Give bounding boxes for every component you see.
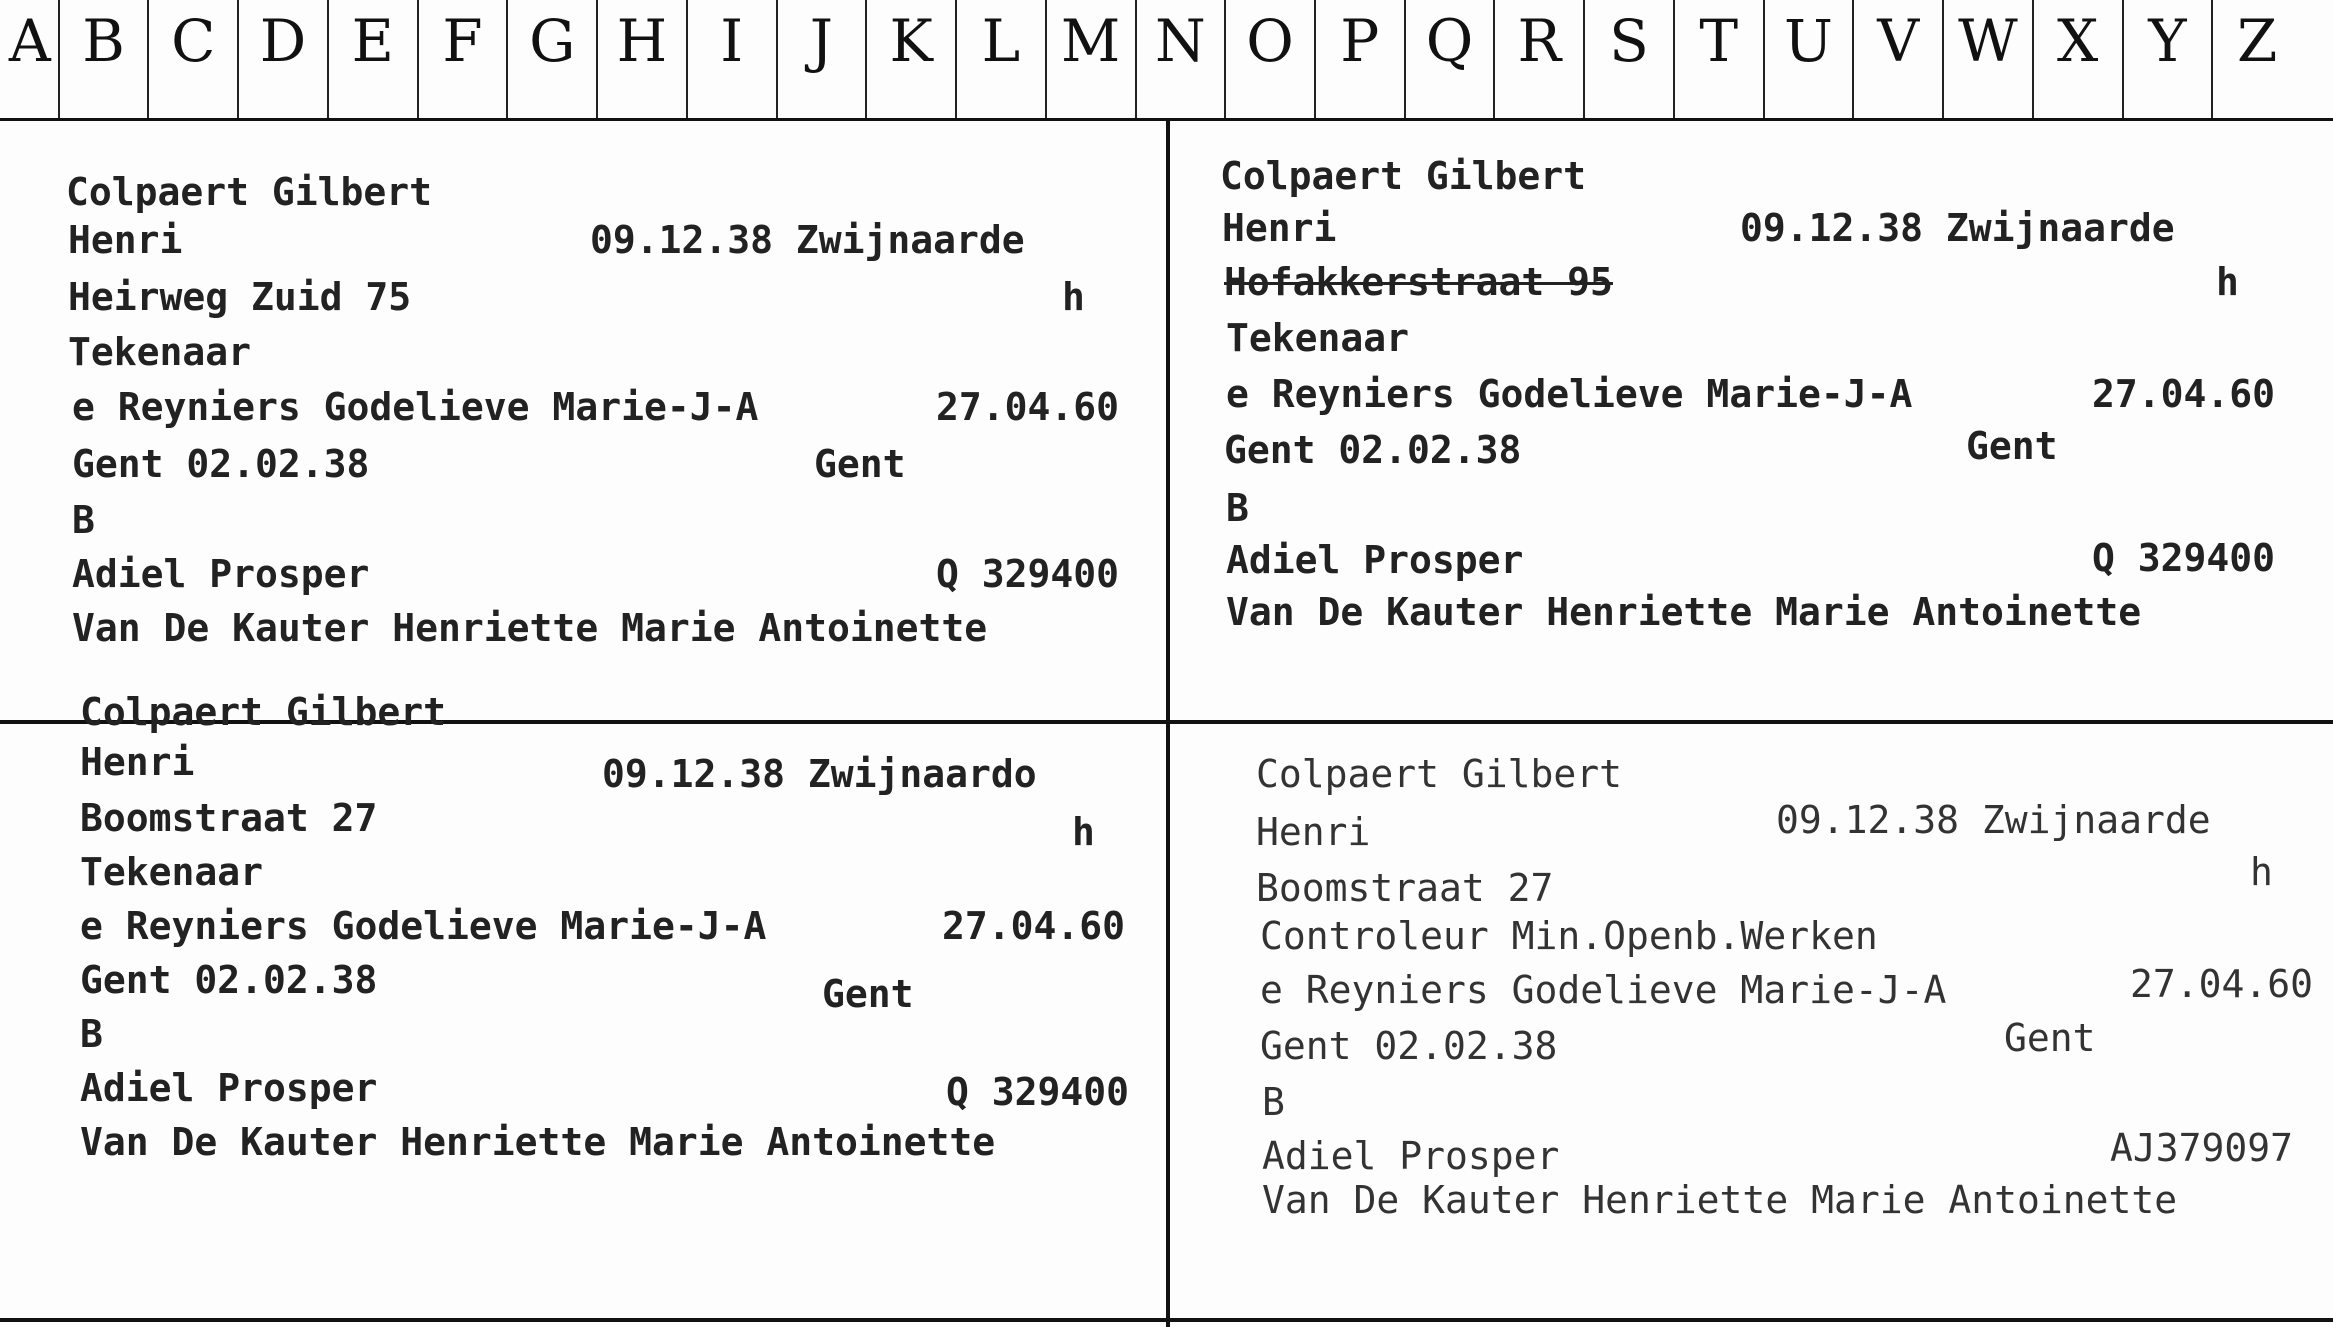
card-address: Heirweg Zuid 75 bbox=[68, 275, 412, 319]
alpha-letter: U bbox=[1784, 7, 1833, 75]
record-card-1 bbox=[0, 120, 1164, 718]
card-address-struck: Hofakkerstraat 95 bbox=[1224, 260, 1613, 304]
alpha-tab-n bbox=[1135, 0, 1225, 118]
alpha-letter: Y bbox=[2148, 7, 2187, 75]
alpha-tab-c bbox=[147, 0, 237, 118]
card-address: Boomstraat 27 bbox=[80, 796, 378, 840]
card-spouse-birth: Gent 02.02.38 bbox=[1224, 428, 1522, 472]
alpha-letter: R bbox=[1517, 7, 1562, 75]
card-code: B bbox=[1262, 1080, 1285, 1124]
card-marriage-place: Gent bbox=[814, 442, 906, 486]
card-spouse-birth: Gent 02.02.38 bbox=[1260, 1024, 1558, 1068]
card-number: Q 329400 bbox=[936, 552, 1120, 596]
card-spouse: e Reyniers Godelieve Marie-J-A bbox=[1226, 372, 1913, 416]
record-card-3 bbox=[0, 686, 1164, 1316]
alpha-tab-u bbox=[1763, 0, 1853, 118]
alpha-tab-g bbox=[506, 0, 596, 118]
card-marriage-date: 27.04.60 bbox=[2130, 962, 2314, 1006]
card-mother: Van De Kauter Henriette Marie Antoinette bbox=[80, 1120, 996, 1164]
alpha-letter: B bbox=[82, 7, 125, 75]
card-code: B bbox=[80, 1012, 103, 1056]
card-second-name: Henri bbox=[68, 218, 183, 262]
alpha-letter: Z bbox=[2236, 7, 2278, 75]
alpha-letter: P bbox=[1340, 7, 1380, 75]
card-mother: Van De Kauter Henriette Marie Antoinette bbox=[1226, 590, 2142, 634]
card-name: Colpaert Gilbert bbox=[1256, 752, 1623, 796]
alpha-letter: M bbox=[1060, 7, 1121, 75]
card-spouse: e Reyniers Godelieve Marie-J-A bbox=[80, 904, 767, 948]
alpha-letter: H bbox=[616, 7, 668, 75]
alpha-letter: O bbox=[1246, 7, 1294, 75]
alpha-tab-r bbox=[1493, 0, 1583, 118]
alpha-letter: F bbox=[442, 7, 483, 75]
alpha-letter: W bbox=[1958, 7, 2018, 75]
alpha-letter: J bbox=[809, 7, 834, 75]
alpha-tab-j bbox=[776, 0, 866, 118]
card-second-name: Henri bbox=[1222, 206, 1337, 250]
card-birth: 09.12.38 Zwijnaarde bbox=[1776, 798, 2211, 842]
alpha-letter: X bbox=[2057, 7, 2099, 75]
card-mother: Van De Kauter Henriette Marie Antoinette bbox=[72, 606, 988, 650]
card-occupation: Controleur Min.Openb.Werken bbox=[1260, 914, 1878, 958]
alpha-tab-y bbox=[2122, 0, 2212, 118]
card-name: Colpaert Gilbert bbox=[1220, 154, 1587, 198]
card-occupation: Tekenaar bbox=[80, 850, 264, 894]
alphabet-index-strip bbox=[0, 0, 2333, 121]
alpha-tab-k bbox=[865, 0, 955, 118]
card-father: Adiel Prosper bbox=[1262, 1134, 1560, 1178]
alpha-letter: A bbox=[8, 7, 51, 75]
card-name: Colpaert Gilbert bbox=[80, 690, 447, 734]
alpha-tab-i bbox=[686, 0, 776, 118]
card-name: Colpaert Gilbert bbox=[66, 170, 433, 214]
card-second-name: Henri bbox=[80, 740, 195, 784]
alpha-tab-s bbox=[1583, 0, 1673, 118]
record-card-4 bbox=[1170, 724, 2333, 1316]
card-marriage-date: 27.04.60 bbox=[942, 904, 1126, 948]
card-spouse: e Reyniers Godelieve Marie-J-A bbox=[72, 385, 759, 429]
card-father: Adiel Prosper bbox=[1226, 538, 1524, 582]
card-number: Q 329400 bbox=[946, 1070, 1130, 1114]
card-spouse: e Reyniers Godelieve Marie-J-A bbox=[1260, 968, 1947, 1012]
card-number: Q 329400 bbox=[2092, 536, 2276, 580]
alpha-tab-o bbox=[1224, 0, 1314, 118]
record-card-2 bbox=[1170, 120, 2333, 718]
alpha-tab-d bbox=[237, 0, 327, 118]
alpha-tab-m bbox=[1045, 0, 1135, 118]
card-sex: h bbox=[1062, 275, 1085, 319]
card-marriage-date: 27.04.60 bbox=[2092, 372, 2276, 416]
card-birth: 09.12.38 Zwijnaarde bbox=[1740, 206, 2175, 250]
card-divider-bottom bbox=[0, 1318, 2333, 1322]
card-code: B bbox=[72, 498, 95, 542]
card-marriage-date: 27.04.60 bbox=[936, 385, 1120, 429]
card-marriage-place: Gent bbox=[822, 972, 914, 1016]
alpha-letter: T bbox=[1699, 7, 1739, 75]
alpha-tab-z bbox=[2211, 0, 2301, 118]
card-spouse-birth: Gent 02.02.38 bbox=[80, 958, 378, 1002]
card-occupation: Tekenaar bbox=[1226, 316, 1410, 360]
card-second-name: Henri bbox=[1256, 810, 1371, 854]
alpha-letter: D bbox=[259, 7, 307, 75]
alpha-tab-f bbox=[417, 0, 507, 118]
alpha-tab-b bbox=[58, 0, 148, 118]
alpha-tab-p bbox=[1314, 0, 1404, 118]
alpha-letter: I bbox=[720, 7, 744, 75]
alpha-letter: G bbox=[529, 7, 576, 75]
alpha-letter: K bbox=[889, 7, 933, 75]
alpha-tab-w bbox=[1942, 0, 2032, 118]
alpha-tab-v bbox=[1852, 0, 1942, 118]
card-birth: 09.12.38 Zwijnaarde bbox=[590, 218, 1025, 262]
card-marriage-place: Gent bbox=[2004, 1016, 2096, 1060]
alpha-letter: C bbox=[171, 7, 216, 75]
alpha-tab-e bbox=[327, 0, 417, 118]
card-father: Adiel Prosper bbox=[72, 552, 370, 596]
card-spouse-birth: Gent 02.02.38 bbox=[72, 442, 370, 486]
alpha-letter: S bbox=[1609, 7, 1649, 75]
alpha-letter: V bbox=[1877, 7, 1920, 75]
card-code: B bbox=[1226, 486, 1249, 530]
card-mother: Van De Kauter Henriette Marie Antoinette bbox=[1262, 1178, 2178, 1222]
alpha-tab-q bbox=[1404, 0, 1494, 118]
alpha-letter: N bbox=[1154, 7, 1206, 75]
card-sex: h bbox=[1072, 810, 1095, 854]
card-sex: h bbox=[2216, 260, 2239, 304]
alpha-letter: Q bbox=[1425, 7, 1474, 75]
alpha-tab-l bbox=[955, 0, 1045, 118]
card-address: Boomstraat 27 bbox=[1256, 866, 1554, 910]
alpha-tab-t bbox=[1673, 0, 1763, 118]
alpha-letter: L bbox=[981, 7, 1021, 75]
card-father: Adiel Prosper bbox=[80, 1066, 378, 1110]
alpha-letter: E bbox=[351, 7, 394, 75]
card-marriage-place: Gent bbox=[1966, 424, 2058, 468]
card-occupation: Tekenaar bbox=[68, 330, 252, 374]
alpha-tab-x bbox=[2032, 0, 2122, 118]
alpha-tab-h bbox=[596, 0, 686, 118]
card-birth: 09.12.38 Zwijnaardo bbox=[602, 752, 1037, 796]
card-sex: h bbox=[2250, 850, 2273, 894]
card-number: AJ379097 bbox=[2110, 1126, 2294, 1170]
